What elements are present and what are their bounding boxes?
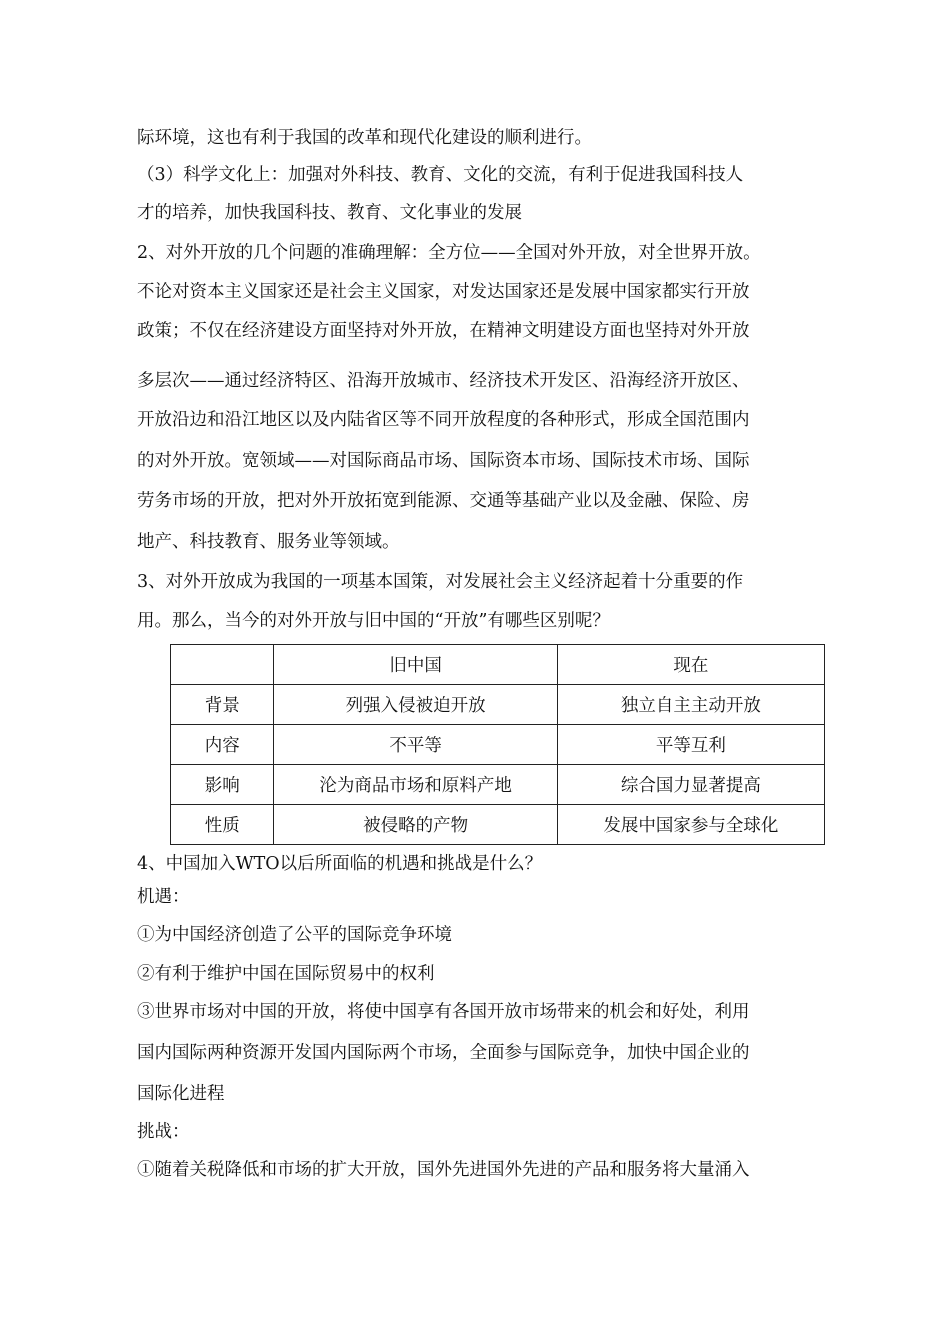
text-line: 多层次——通过经济特区、沿海开放城市、经济技术开发区、沿海经济开放区、 <box>137 371 750 391</box>
table-cell: 发展中国家参与全球化 <box>557 805 824 845</box>
table-header-cell <box>171 645 274 685</box>
text-line: 地产、科技教育、服务业等领域。 <box>137 532 400 552</box>
table-row <box>171 765 825 805</box>
text-line: 际环境，这也有利于我国的改革和现代化建设的顺利进行。 <box>137 128 592 148</box>
text-line: 4、中国加入WTO以后所面临的机遇和挑战是什么？ <box>137 854 543 874</box>
text-line: 2、对外开放的几个问题的准确理解：全方位——全国对外开放，对全世界开放。 <box>137 243 761 263</box>
table-cell: 沦为商品市场和原料产地 <box>274 765 557 805</box>
text-line: 不论对资本主义国家还是社会主义国家，对发达国家还是发展中国家都实行开放 <box>137 282 750 302</box>
table-header-cell: 现在 <box>557 645 824 685</box>
text-line: 政策；不仅在经济建设方面坚持对外开放，在精神文明建设方面也坚持对外开放 <box>137 321 750 341</box>
text-line: 劳务市场的开放，把对外开放拓宽到能源、交通等基础产业以及金融、保险、房 <box>137 491 750 511</box>
table-cell: 不平等 <box>274 725 557 765</box>
text-line: （3）科学文化上：加强对外科技、教育、文化的交流，有利于促进我国科技人 <box>137 165 744 185</box>
table-cell: 独立自主主动开放 <box>557 685 824 725</box>
comparison-table <box>170 644 825 845</box>
text-line: ②有利于维护中国在国际贸易中的权利 <box>137 964 435 984</box>
table-cell: 列强入侵被迫开放 <box>274 685 557 725</box>
row-label-cell: 影响 <box>171 765 274 805</box>
table-cell: 综合国力显著提高 <box>557 765 824 805</box>
text-line: 3、对外开放成为我国的一项基本国策，对发展社会主义经济起着十分重要的作 <box>137 572 744 592</box>
row-label-cell: 性质 <box>171 805 274 845</box>
table-header-row <box>171 645 825 685</box>
text-line: 国内国际两种资源开发国内国际两个市场，全面参与国际竞争，加快中国企业的 <box>137 1043 750 1063</box>
row-label-cell: 内容 <box>171 725 274 765</box>
table-row <box>171 725 825 765</box>
text-line: 才的培养，加快我国科技、教育、文化事业的发展 <box>137 203 522 223</box>
text-line: 用。那么，当今的对外开放与旧中国的“开放”有哪些区别呢？ <box>137 611 610 631</box>
text-line: 挑战： <box>137 1122 190 1142</box>
text-line: 机遇： <box>137 887 190 907</box>
text-line: ①随着关税降低和市场的扩大开放，国外先进国外先进的产品和服务将大量涌入 <box>137 1160 750 1180</box>
table-cell: 平等互利 <box>557 725 824 765</box>
table-cell: 被侵略的产物 <box>274 805 557 845</box>
text-line: ①为中国经济创造了公平的国际竞争环境 <box>137 925 452 945</box>
table-header-cell: 旧中国 <box>274 645 557 685</box>
table-row <box>171 805 825 845</box>
text-line: 国际化进程 <box>137 1084 225 1104</box>
text-line: 的对外开放。宽领域——对国际商品市场、国际资本市场、国际技术市场、国际 <box>137 451 750 471</box>
text-line: 开放沿边和沿江地区以及内陆省区等不同开放程度的各种形式，形成全国范围内 <box>137 410 750 430</box>
text-line: ③世界市场对中国的开放，将使中国享有各国开放市场带来的机会和好处，利用 <box>137 1002 750 1022</box>
row-label-cell: 背景 <box>171 685 274 725</box>
table-row <box>171 685 825 725</box>
